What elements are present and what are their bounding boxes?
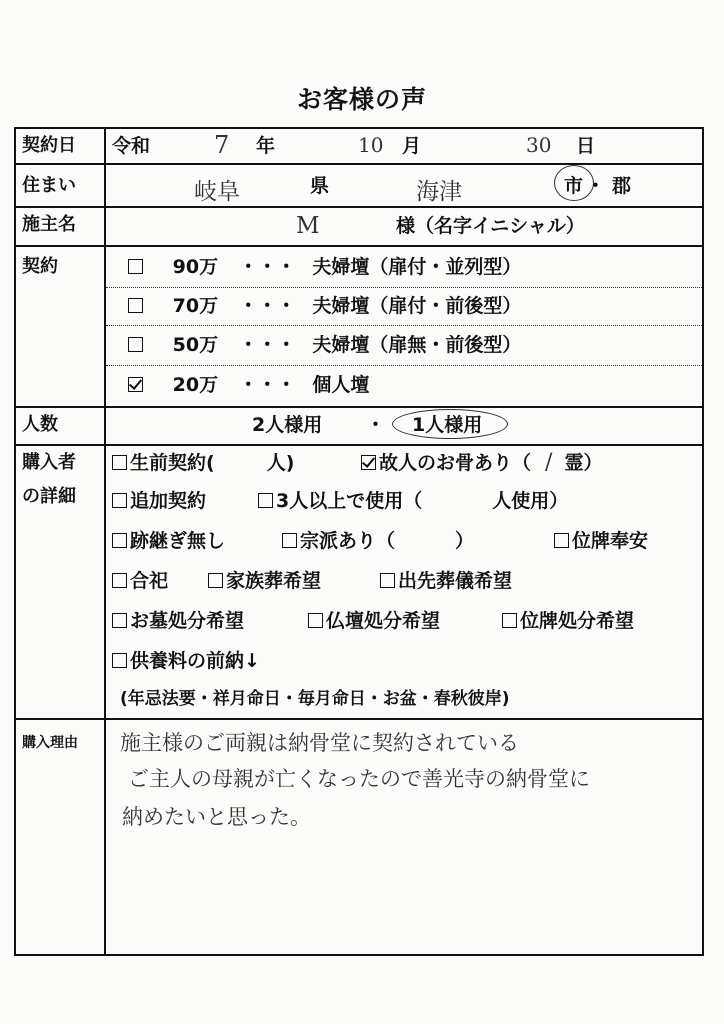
plan-divider xyxy=(106,365,702,366)
checkbox[interactable] xyxy=(112,573,127,588)
detail-sect[interactable]: 宗派あり（ ） xyxy=(282,529,474,553)
label-address: 住まい xyxy=(22,175,76,196)
plan-checkbox[interactable] xyxy=(128,298,143,313)
year-value[interactable]: 7 xyxy=(214,131,230,159)
checkbox[interactable] xyxy=(112,455,127,470)
detail-grave-disposal[interactable]: お墓処分希望 xyxy=(112,609,244,633)
client-initial-value[interactable]: M xyxy=(296,213,320,239)
checkbox[interactable] xyxy=(502,613,517,628)
day-unit: 日 xyxy=(576,135,596,157)
label-client-name: 施主名 xyxy=(22,214,76,235)
plan-price: 20万 xyxy=(172,374,219,396)
detail-joint[interactable]: 合祀 xyxy=(112,569,168,593)
plan-dots: ・・・ xyxy=(238,374,296,396)
plan-row[interactable] xyxy=(128,373,369,397)
plan-dots: ・・・ xyxy=(238,256,296,278)
detail-pre-contract[interactable]: 生前契約( 人) xyxy=(112,451,294,475)
detail-no-successor[interactable]: 跡継ぎ無し xyxy=(112,529,225,553)
era-label: 令和 xyxy=(112,135,151,157)
checkbox[interactable] xyxy=(112,653,127,668)
plan-description: 夫婦壇（扉付・前後型） xyxy=(312,295,522,317)
row-divider xyxy=(16,406,702,408)
survey-form xyxy=(14,127,704,956)
checkbox[interactable] xyxy=(112,493,127,508)
people-option-one[interactable]: 1人様用 xyxy=(412,414,483,436)
plan-description: 夫婦壇（扉付・並列型） xyxy=(312,256,522,278)
city-unit-district: 郡 xyxy=(612,175,632,197)
plan-price: 70万 xyxy=(172,295,219,317)
plan-price: 90万 xyxy=(172,256,219,278)
label-buyer-line1: 購入者 xyxy=(22,452,76,473)
detail-tablet[interactable]: 位牌奉安 xyxy=(554,529,648,553)
row-divider xyxy=(16,718,702,720)
city-value[interactable]: 海津 xyxy=(416,179,462,205)
day-value[interactable]: 30 xyxy=(526,133,552,157)
plan-description: 夫婦壇（扉無・前後型） xyxy=(312,334,522,356)
label-column-divider xyxy=(104,129,106,954)
label-buyer-line2: の詳細 xyxy=(22,486,76,507)
row-divider xyxy=(16,245,702,247)
detail-tablet-disposal[interactable]: 位牌処分希望 xyxy=(502,609,634,633)
label-contract-date: 契約日 xyxy=(22,135,76,156)
checkbox[interactable] xyxy=(380,573,395,588)
detail-additional[interactable]: 追加契約 xyxy=(112,489,206,513)
checkbox[interactable] xyxy=(308,613,323,628)
detail-family-funeral[interactable]: 家族葬希望 xyxy=(208,569,321,593)
checkbox[interactable] xyxy=(208,573,223,588)
label-reason: 購入理由 xyxy=(22,735,78,751)
checkbox[interactable] xyxy=(258,493,273,508)
plan-checkbox[interactable] xyxy=(128,259,143,274)
reason-line[interactable]: 施主様のご両親は納骨堂に契約されている xyxy=(120,731,519,755)
people-selected-circle xyxy=(392,409,508,439)
page-title: お客様の声 xyxy=(296,85,427,114)
checkbox[interactable] xyxy=(112,533,127,548)
checkbox-checked[interactable] xyxy=(361,455,376,470)
people-separator: ・ xyxy=(366,414,386,436)
plan-dots: ・・・ xyxy=(238,334,296,356)
checkbox[interactable] xyxy=(554,533,569,548)
checkbox[interactable] xyxy=(282,533,297,548)
city-unit-separator: ・ xyxy=(586,175,606,197)
plan-dots: ・・・ xyxy=(238,295,296,317)
row-divider xyxy=(16,206,702,208)
client-name-suffix: 様（名字イニシャル） xyxy=(396,215,585,237)
detail-events-note: (年忌法要・祥月命日・毎月命日・お盆・春秋彼岸) xyxy=(120,689,510,709)
reason-line[interactable]: 納めたいと思った。 xyxy=(122,805,311,829)
city-unit-city: 市 xyxy=(564,175,584,197)
label-contract: 契約 xyxy=(22,256,58,277)
detail-remains[interactable]: 故人のお骨あり（ / 霊） xyxy=(361,451,602,475)
row-divider xyxy=(16,444,702,446)
month-unit: 月 xyxy=(402,135,422,157)
plan-price: 50万 xyxy=(172,334,219,356)
plan-divider xyxy=(106,325,702,326)
plan-row[interactable] xyxy=(128,255,521,279)
plan-divider xyxy=(106,287,702,288)
detail-altar-disposal[interactable]: 仏壇処分希望 xyxy=(308,609,440,633)
row-divider xyxy=(16,163,702,165)
detail-offering-prepay[interactable]: 供養料の前納↓ xyxy=(112,649,260,673)
remains-count-value[interactable]: / xyxy=(545,450,553,475)
year-unit: 年 xyxy=(256,135,276,157)
prefecture-value[interactable]: 岐阜 xyxy=(194,179,240,205)
prefecture-unit: 県 xyxy=(310,175,330,197)
checkbox[interactable] xyxy=(112,613,127,628)
plan-row[interactable] xyxy=(128,294,521,318)
label-people: 人数 xyxy=(22,414,58,435)
detail-dispatch-funeral[interactable]: 出先葬儀希望 xyxy=(380,569,512,593)
detail-three-plus[interactable]: 3人以上で使用（ 人使用） xyxy=(258,489,568,513)
plan-checkbox[interactable] xyxy=(128,337,143,352)
plan-row[interactable] xyxy=(128,333,521,357)
people-option-two[interactable]: 2人様用 xyxy=(252,414,323,436)
plan-description: 個人壇 xyxy=(312,374,370,396)
month-value[interactable]: 10 xyxy=(358,133,384,157)
plan-checkbox-checked[interactable] xyxy=(128,377,143,392)
reason-line[interactable]: ご主人の母親が亡くなったので善光寺の納骨堂に xyxy=(128,767,590,791)
